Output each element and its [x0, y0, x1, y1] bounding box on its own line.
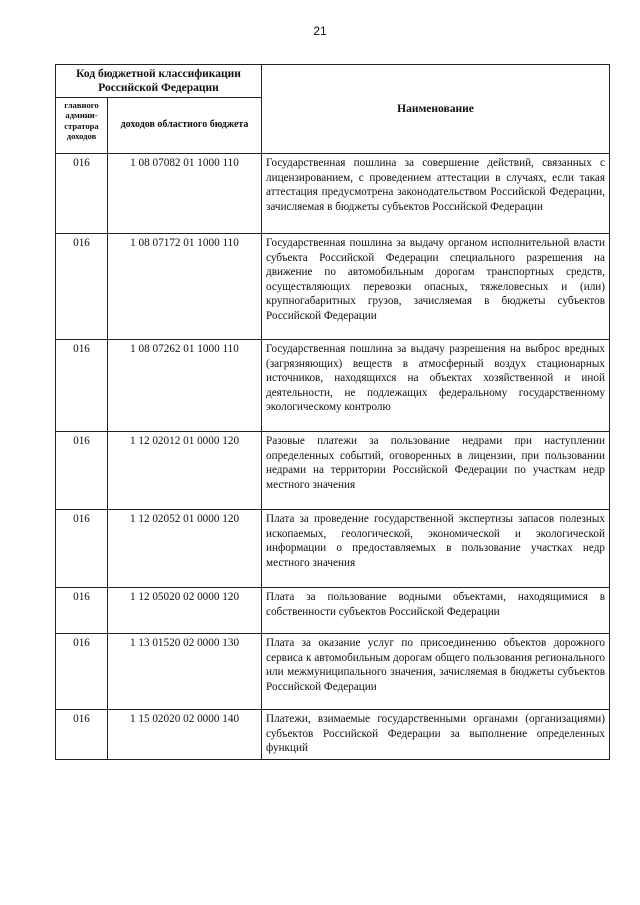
admin-code-cell: 016 [56, 234, 108, 340]
table-row [56, 154, 610, 234]
admin-code-cell: 016 [56, 710, 108, 760]
income-code-cell: 1 13 01520 02 0000 130 [108, 634, 262, 710]
income-code-cell: 1 08 07262 01 1000 110 [108, 340, 262, 432]
name-cell: Разовые платежи за пользование недрами при наступлении определенных событий, оговоренных в лицензии, при пользовании недрами на территории Российской Федерации по участкам недр местного значения [262, 432, 610, 510]
admin-code-cell: 016 [56, 154, 108, 234]
admin-code-cell: 016 [56, 432, 108, 510]
table-row [56, 510, 610, 588]
name-cell: Государственная пошлина за выдачу органом исполнительной власти субъекта Российской Федерации специального разрешения на движение по автомобильным дорогам транспортных средств, осуществляющих перевозки опасных, тяжеловесных и (или) крупногабаритных грузов, зачисляемая в бюджеты субъектов Российской Федерации [262, 234, 610, 340]
name-cell: Плата за пользование водными объектами, находящимися в собственности субъектов Российской Федерации [262, 588, 610, 634]
name-cell: Платежи, взимаемые государственными органами (организациями) субъектов Российской Федерации за выполнение определенных функций [262, 710, 610, 760]
income-code-cell: 1 08 07172 01 1000 110 [108, 234, 262, 340]
admin-code-cell: 016 [56, 588, 108, 634]
header-admin-code: главного админи-стратора доходов [56, 98, 108, 154]
header-classification-code: Код бюджетной классификации Российской Федерации [56, 65, 262, 98]
admin-code-cell: 016 [56, 634, 108, 710]
income-code-cell: 1 15 02020 02 0000 140 [108, 710, 262, 760]
budget-classification-table [55, 64, 610, 760]
table-row [56, 432, 610, 510]
name-cell: Плата за оказание услуг по присоединению объектов дорожного сервиса к автомобильным дорогам общего пользования регионального или межмуниципального значения, зачисляемая в бюджеты субъектов Российской Федерации [262, 634, 610, 710]
table-row [56, 710, 610, 760]
name-cell: Плата за проведение государственной экспертизы запасов полезных ископаемых, геологической, экономической и экологической информации о предоставляемых в пользование участках недр местного значения [262, 510, 610, 588]
header-income-code: доходов областного бюджета [108, 98, 262, 154]
table-row [56, 340, 610, 432]
table-row [56, 588, 610, 634]
income-code-cell: 1 08 07082 01 1000 110 [108, 154, 262, 234]
income-code-cell: 1 12 05020 02 0000 120 [108, 588, 262, 634]
name-cell: Государственная пошлина за выдачу разрешения на выброс вредных (загрязняющих) веществ в атмосферный воздух стационарных источников, находящихся на объектах хозяйственной и иной деятельности, не подлежащих федеральному государственному экологическому контролю [262, 340, 610, 432]
header-name: Наименование [262, 65, 610, 154]
name-cell: Государственная пошлина за совершение действий, связанных с лицензированием, с проведением аттестации в случаях, если такая аттестация предусмотрена законодательством Российской Федерации, зачисляемая в бюджеты субъектов Российской Федерации [262, 154, 610, 234]
income-code-cell: 1 12 02012 01 0000 120 [108, 432, 262, 510]
page-number: 21 [313, 24, 327, 38]
income-code-cell: 1 12 02052 01 0000 120 [108, 510, 262, 588]
table-row [56, 234, 610, 340]
admin-code-cell: 016 [56, 510, 108, 588]
table-row [56, 634, 610, 710]
admin-code-cell: 016 [56, 340, 108, 432]
